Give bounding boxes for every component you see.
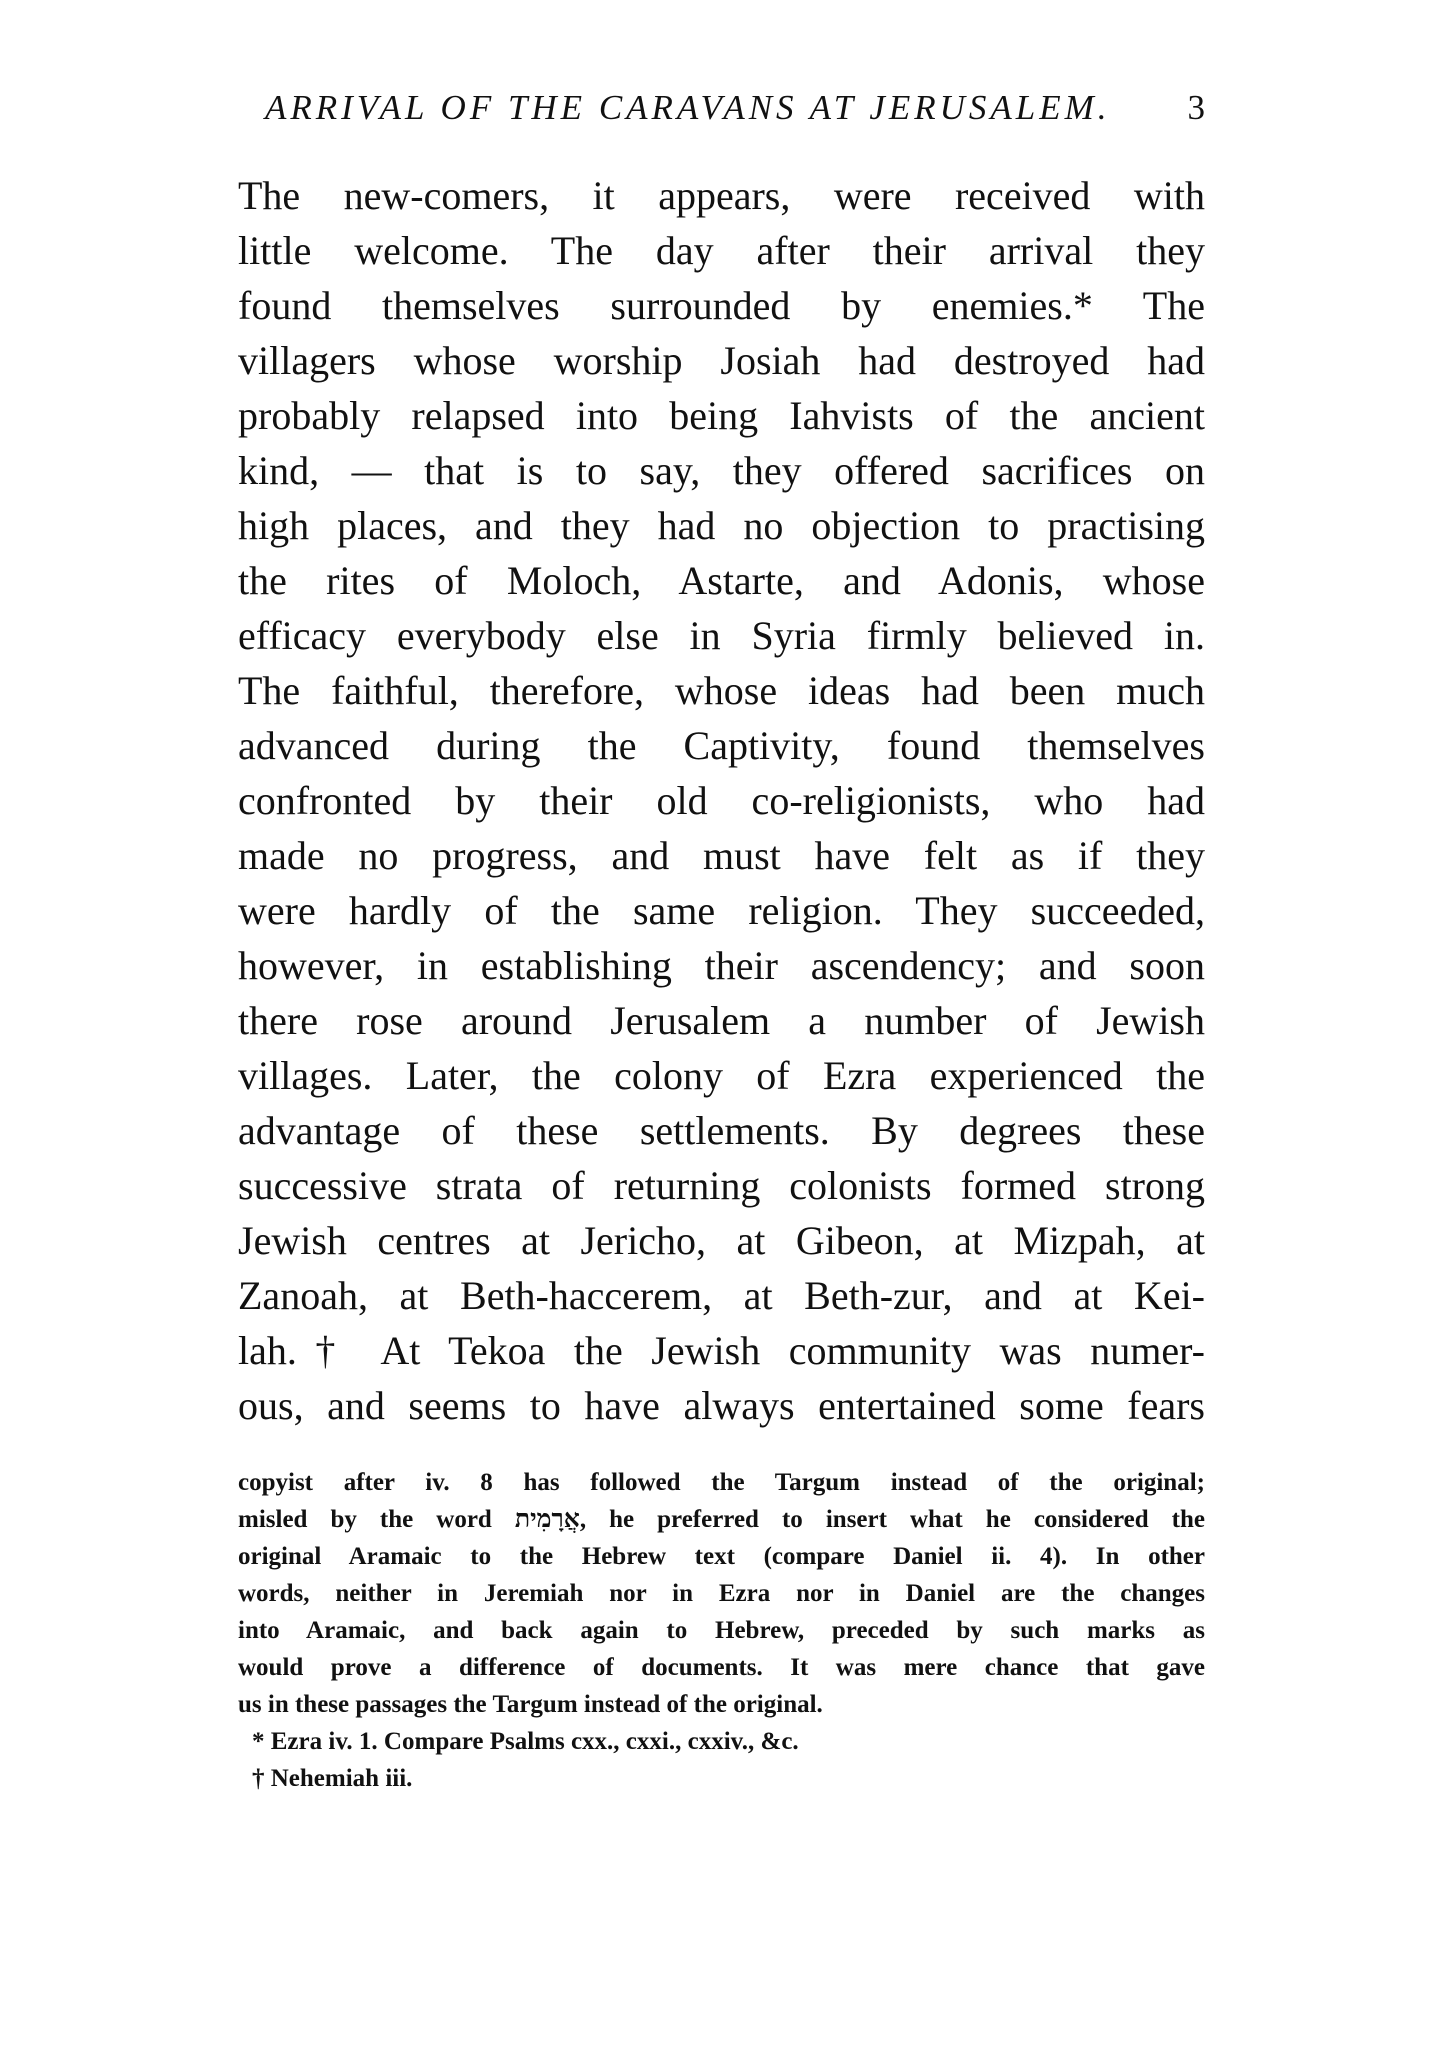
page-number: 3	[1187, 88, 1205, 127]
body-line: found themselves surrounded by enemies.* The	[238, 283, 1205, 328]
body-line: the rites of Moloch, Astarte, and Adonis, whose	[238, 558, 1205, 603]
running-title: ARRIVAL OF THE CARAVANS AT JERUSALEM.	[265, 88, 1111, 127]
body-line: advantage of these settlements. By degrees these	[238, 1108, 1205, 1153]
body-line: ous, and seems to have always entertained some fears	[238, 1383, 1205, 1428]
body-line: villages. Later, the colony of Ezra experienced the	[238, 1053, 1205, 1098]
footnote-continuation-line: us in these passages the Targum instead of the original.	[238, 1691, 823, 1718]
body-line: lah.† At Tekoa the Jewish community was numer-	[238, 1328, 1205, 1373]
body-line: The faithful, therefore, whose ideas had been much	[238, 668, 1205, 713]
body-line: were hardly of the same religion. They succeeded,	[238, 888, 1205, 933]
footnote-continuation-line: words, neither in Jeremiah nor in Ezra nor in Daniel are the changes	[238, 1580, 1205, 1607]
footnote-dagger: † Nehemiah iii.	[252, 1765, 413, 1792]
body-line: Jewish centres at Jericho, at Gibeon, at Mizpah, at	[238, 1218, 1205, 1263]
body-line: however, in establishing their ascendency; and soon	[238, 943, 1205, 988]
footnote-continuation-line: would prove a difference of documents. It was mere chance that gave	[238, 1654, 1205, 1681]
body-line: made no progress, and must have felt as if they	[238, 833, 1205, 878]
footnote-continuation-line: into Aramaic, and back again to Hebrew, preceded by such marks as	[238, 1617, 1205, 1644]
body-line: confronted by their old co-religionists, who had	[238, 778, 1205, 823]
footnote-continuation-line: original Aramaic to the Hebrew text (compare Daniel ii. 4). In other	[238, 1543, 1205, 1570]
footnote-continuation-line: misled by the word אֲרָמִית, he preferred to insert what he considered the	[238, 1506, 1205, 1533]
body-line: there rose around Jerusalem a number of Jewish	[238, 998, 1205, 1043]
footnote-asterisk: * Ezra iv. 1. Compare Psalms cxx., cxxi., cxxiv., &c.	[252, 1728, 799, 1755]
body-line: successive strata of returning colonists formed strong	[238, 1163, 1205, 1208]
body-text	[238, 168, 1205, 1433]
body-line: villagers whose worship Josiah had destroyed had	[238, 338, 1205, 383]
body-line: little welcome. The day after their arrival they	[238, 228, 1205, 273]
body-line: kind, — that is to say, they offered sacrifices on	[238, 448, 1205, 493]
footnotes	[238, 1464, 1205, 1797]
running-head	[265, 88, 1205, 138]
body-line: high places, and they had no objection to practising	[238, 503, 1205, 548]
body-line: efficacy everybody else in Syria firmly believed in.	[238, 613, 1205, 658]
body-line: The new-comers, it appears, were received with	[238, 173, 1205, 218]
body-line: probably relapsed into being Iahvists of the ancient	[238, 393, 1205, 438]
body-line: Zanoah, at Beth-haccerem, at Beth-zur, and at Kei-	[238, 1273, 1205, 1318]
body-line: advanced during the Captivity, found themselves	[238, 723, 1205, 768]
footnote-continuation-line: copyist after iv. 8 has followed the Targum instead of the original;	[238, 1469, 1205, 1496]
